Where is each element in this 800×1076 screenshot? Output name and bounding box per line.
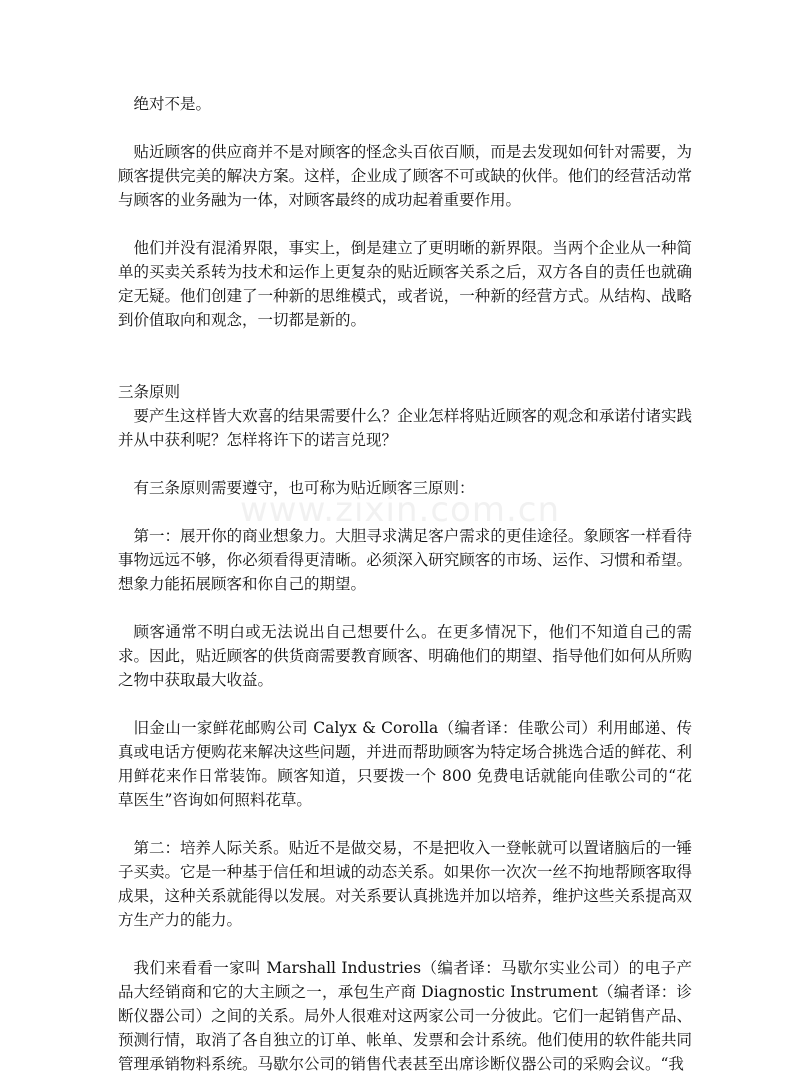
paragraph-2: 贴近顾客的供应商并不是对顾客的怪念头百依百顺，而是去发现如何针对需要，为顾客提供完美的解决方案。这样，企业成了顾客不可或缺的伙伴。他们的经营活动常与顾客的业务融为一体，对顾客最终的成功起着重要作用。 <box>118 143 692 209</box>
paragraph-9: 第二：培养人际关系。贴近不是做交易，不是把收入一登帐就可以置诸脑后的一锤子买卖。它是一种基于信任和坦诚的动态关系。如果你一次次一丝不拘地帮顾客取得成果，这种关系就能得以发展。对关系要认真挑选并加以培养，维护这些关系提高双方生产力的能力。 <box>118 839 692 929</box>
watermark: www.zixin.com.cn <box>240 490 560 530</box>
paragraph-3: 他们并没有混淆界限，事实上，倒是建立了更明晰的新界限。当两个企业从一种简单的买卖关系转为技术和运作上更复杂的贴近顾客关系之后，双方各自的责任也就确定无疑。他们创建了一种新的思维模式，或者说，一种新的经营方式。从结构、战略到价值取向和观念，一切都是新的。 <box>118 239 692 329</box>
paragraph-7: 顾客通常不明白或无法说出自己想要什么。在更多情况下，他们不知道自己的需求。因此，贴近顾客的供货商需要教育顾客、明确他们的期望、指导他们如何从所购之物中获取最大收益。 <box>118 623 692 689</box>
paragraph-10: 我们来看看一家叫 Marshall Industries（编者译：马歇尔实业公司）的电子产品大经销商和它的大主顾之一，承包生产商 Diagnostic Instrument（编者译：诊断仪器公司）之间的关系。局外人很难对这两家公司一分彼此。它们一起销售产品、预测行情，取消了各自独立的订单、帐单、发票和会计系统。他们使用的软件能共同管理承销物料系统。马歇尔公司的销售代表甚至出席诊断仪器公司的采购会议。“我 <box>118 959 692 1073</box>
paragraph-1: 绝对不是。 <box>133 95 212 113</box>
section-heading: 三条原则 <box>118 383 181 401</box>
paragraph-5: 有三条原则需要遵守，也可称为贴近顾客三原则： <box>133 479 475 497</box>
paragraph-8: 旧金山一家鲜花邮购公司 Calyx & Corolla（编者译：佳歌公司）利用邮递、传真或电话方便购花来解决这些问题，并进而帮助顾客为特定场合挑选合适的鲜花、利用鲜花来作日常装饰。顾客知道，只要拨一个 800 免费电话就能向佳歌公司的“花草医生”咨询如何照料花草。 <box>118 719 692 809</box>
document-page <box>118 92 692 1076</box>
paragraph-6: 第一：展开你的商业想象力。大胆寻求满足客户需求的更佳途径。象顾客一样看待事物远远不够，你必须看得更清晰。必须深入研究顾客的市场、运作、习惯和希望。想象力能拓展顾客和你自己的期望。 <box>118 527 692 593</box>
paragraph-4: 要产生这样皆大欢喜的结果需要什么？企业怎样将贴近顾客的观念和承诺付诸实践并从中获利呢？怎样将许下的诺言兑现？ <box>118 407 692 449</box>
